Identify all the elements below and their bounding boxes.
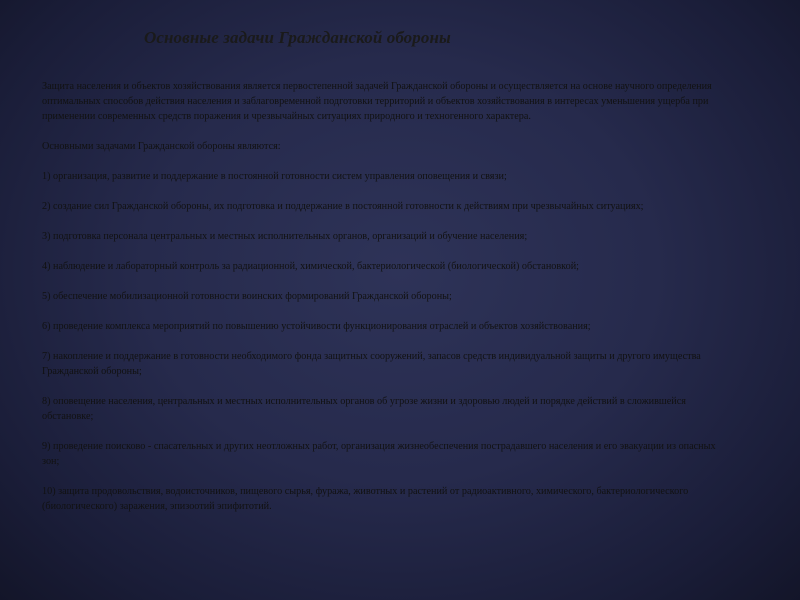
task-item-9: 9) проведение поисково - спасательных и других неотложных работ, организация жизнеобеспечения пострадавшего населения и его эвакуации из опасных зон;: [42, 441, 716, 467]
task-item-6: 6) проведение комплекса мероприятий по повышению устойчивости функционирования отраслей и объектов хозяйствования;: [42, 321, 591, 332]
tasks-lead-text: Основными задачами Гражданской обороны являются:: [42, 141, 281, 152]
slide-body: [42, 79, 722, 514]
intro-paragraph: Защита населения и объектов хозяйствования является первостепенной задачей Гражданской обороны и осуществляется на основе научного определения оптимальных способов действия населения и заблаговременной подготовки территорий и объектов хозяйствования в интересах уменьшения ущерба при применении современных средств поражения и чрезвычайных ситуациях природного и техногенного характера.: [42, 81, 712, 122]
task-item-2: 2) создание сил Гражданской обороны, их подготовка и поддержание в постоянной готовности к действиям при чрезвычайных ситуациях;: [42, 201, 644, 212]
task-item-8: 8) оповещение населения, центральных и местных исполнительных органов об угрозе жизни и здоровью людей и порядке действий в сложившейся обстановке;: [42, 396, 686, 422]
task-item-5: 5) обеспечение мобилизационной готовности воинских формирований Гражданской обороны;: [42, 291, 452, 302]
task-item-3: 3) подготовка персонала центральных и местных исполнительных органов, организаций и обучение населения;: [42, 231, 528, 242]
task-item-4: 4) наблюдение и лабораторный контроль за радиационной, химической, бактериологической (биологической) обстановкой;: [42, 261, 579, 272]
task-item-7: 7) накопление и поддержание в готовности необходимого фонда защитных сооружений, запасов средств индивидуальной защиты и другого имущества Гражданской обороны;: [42, 351, 701, 377]
task-item-1: 1) организация, развитие и поддержание в постоянной готовности систем управления оповещения и связи;: [42, 171, 507, 182]
slide-title: Основные задачи Гражданской обороны: [144, 28, 451, 47]
task-item-10: 10) защита продовольствия, водоисточников, пищевого сырья, фуража, животных и растений от радиоактивного, химического, бактериологического (биологического) заражения, эпизоотий эпифитотий.: [42, 486, 689, 512]
